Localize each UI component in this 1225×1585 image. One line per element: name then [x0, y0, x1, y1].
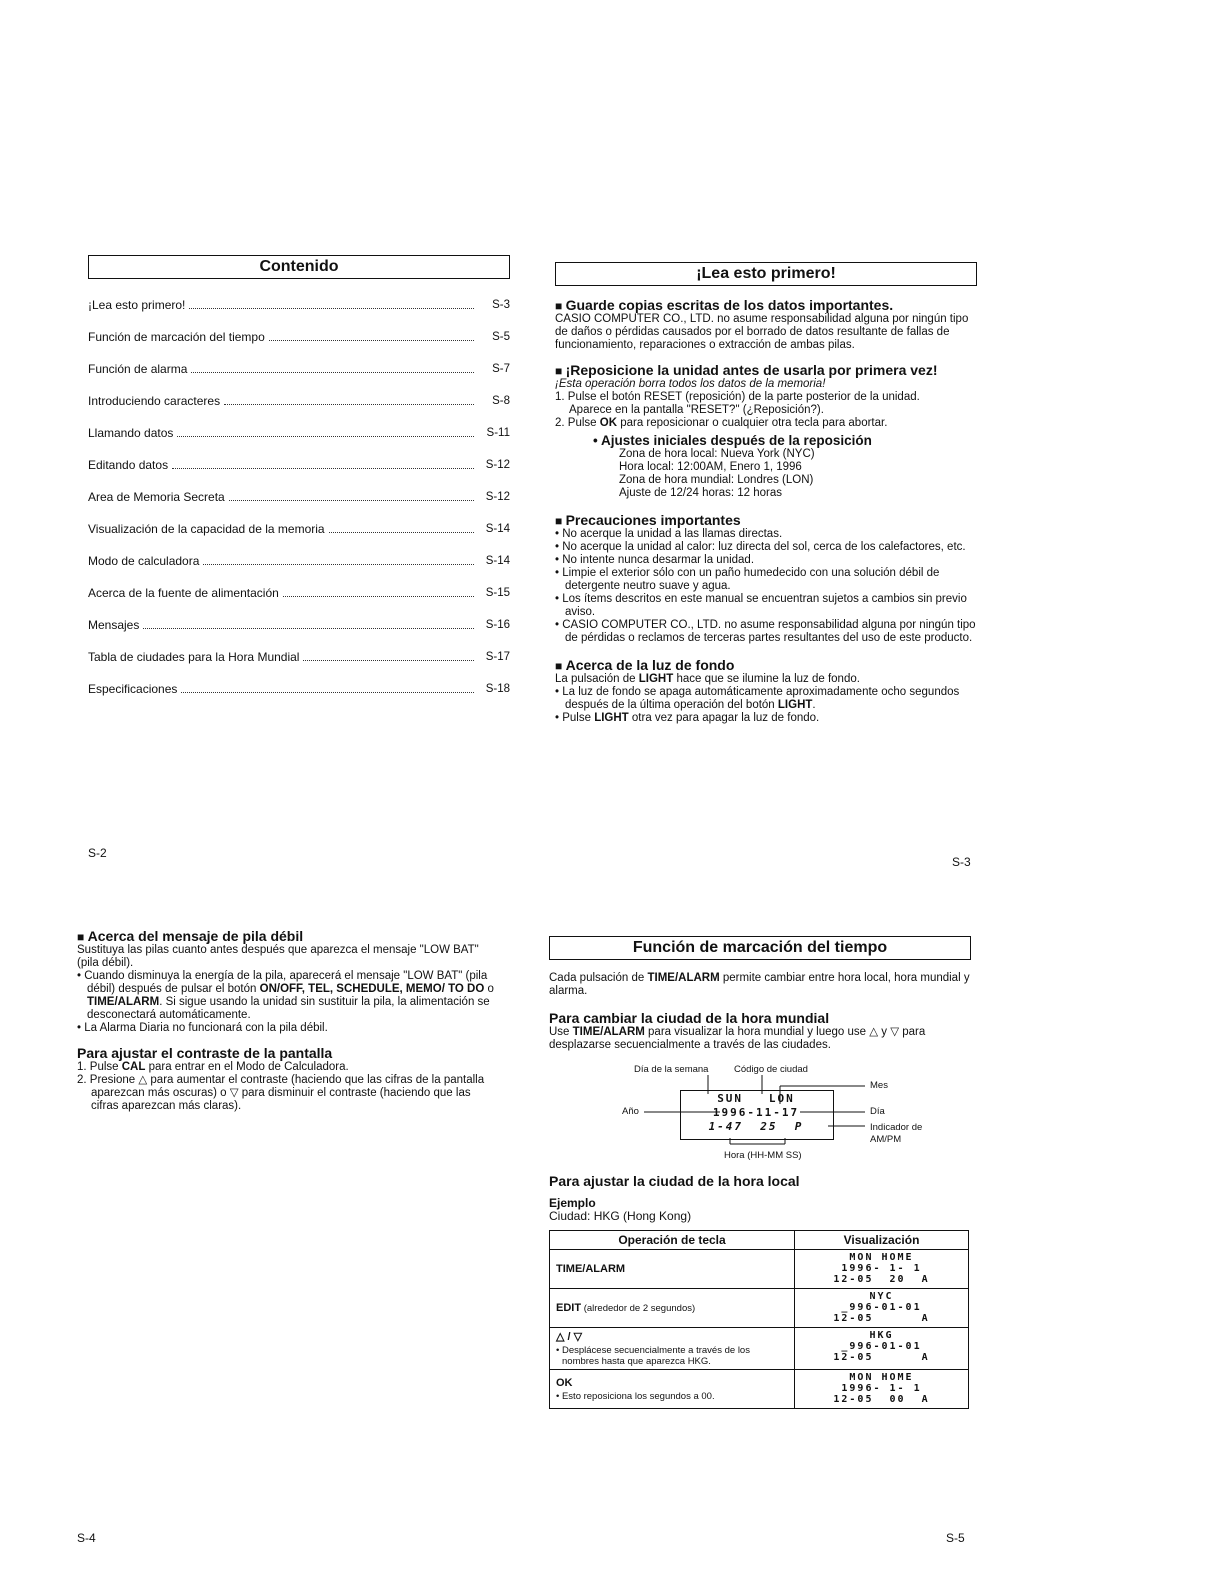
- toc-entry-page: S-12: [485, 491, 510, 503]
- list-item: • Pulse LIGHT otra vez para apagar la luz de fondo.: [555, 712, 977, 725]
- list-item: • Limpie el exterior sólo con un paño humedecido con una solución débil de detergente neutro suave y agua.: [555, 567, 977, 593]
- operation-cell: [550, 1289, 795, 1328]
- reset-step-1: 1. Pulse el botón RESET (reposición) de la parte posterior de la unidad.: [555, 391, 920, 403]
- diagram-leader-lines: [600, 1064, 960, 1164]
- list-item: 1. Pulse CAL para entrar en el Modo de Calculadora.: [77, 1061, 349, 1073]
- toc-entry-page: S-14: [485, 555, 510, 567]
- initial-setting: Zona de hora local: Nueva York (NYC): [619, 448, 815, 460]
- list-item: • La luz de fondo se apaga automáticamente aproximadamente ocho segundos después de la última operación del botón LIGHT.: [555, 686, 977, 712]
- toc-entry-page: S-18: [485, 683, 510, 695]
- toc-entry-label: Llamando datos: [88, 426, 174, 440]
- backlight-heading: ■ Acerca de la luz de fondo: [555, 657, 977, 673]
- list-item: • No acerque la unidad a las llamas directas.: [555, 528, 977, 541]
- toc-leader-dots: [269, 340, 474, 341]
- list-item: • Los ítems descritos en este manual se encuentran sujetos a cambios sin previo aviso.: [555, 593, 977, 619]
- toc-entry: [88, 440, 510, 472]
- toc-leader-dots: [229, 500, 474, 501]
- precautions-heading: ■ Precauciones importantes: [555, 512, 977, 528]
- page-number-s5: S-5: [946, 1531, 965, 1545]
- lcd-line-3: 1-47 25 P: [708, 1120, 804, 1133]
- lcd-readout: MON HOME 1996- 1- 1 12-05 00 A: [833, 1372, 930, 1405]
- toc-entry: [88, 632, 510, 664]
- operation-cell: [550, 1328, 795, 1370]
- month-label: Mes: [870, 1080, 888, 1091]
- key-name: EDIT: [556, 1302, 582, 1314]
- timekeeping-title: Función de marcación del tiempo: [549, 936, 971, 960]
- display-cell: [795, 1289, 969, 1328]
- toc-entry-label: Editando datos: [88, 458, 169, 472]
- backlight-text: La pulsación de LIGHT hace que se ilumine la luz de fondo.: [555, 673, 860, 685]
- key-note: (alrededor de 2 segundos): [581, 1303, 696, 1314]
- table-row: [550, 1370, 969, 1409]
- list-item: • No intente nunca desarmar la unidad.: [555, 554, 977, 567]
- table-row: [550, 1250, 969, 1289]
- world-city-heading: Para cambiar la ciudad de la hora mundial: [549, 1010, 830, 1026]
- lcd-line-2: 1996-11-17: [712, 1106, 800, 1119]
- table-header-display: Visualización: [795, 1231, 969, 1250]
- reset-step-2: 2. Pulse OK para reposicionar o cualquier otra tecla para abortar.: [555, 417, 888, 429]
- toc-entry: [88, 344, 510, 376]
- toc-leader-dots: [143, 628, 474, 629]
- toc-leader-dots: [283, 596, 474, 597]
- toc-entry-page: S-5: [492, 331, 510, 343]
- key-description: • Desplácese secuencialmente a través de los nombres hasta que aparezca HKG.: [556, 1345, 750, 1367]
- display-cell: [795, 1250, 969, 1289]
- time-format-label: Hora (HH-MM SS): [724, 1150, 802, 1161]
- toc-entry: [88, 536, 510, 568]
- table-row: [550, 1289, 969, 1328]
- local-city-heading: Para ajustar la ciudad de la hora local: [549, 1173, 800, 1189]
- read-first-section: [555, 297, 977, 725]
- table-row: [550, 1328, 969, 1370]
- precautions-list: [555, 528, 977, 645]
- toc-leader-dots: [177, 436, 474, 437]
- toc-entry: [88, 376, 510, 408]
- contrast-heading: Para ajustar el contraste de la pantalla: [77, 1045, 333, 1061]
- toc-entry-label: Acerca de la fuente de alimentación: [88, 586, 279, 600]
- toc-entry-label: ¡Lea esto primero!: [88, 298, 186, 312]
- toc-entry-label: Tabla de ciudades para la Hora Mundial: [88, 650, 300, 664]
- toc-entry: [88, 664, 510, 696]
- key-name: OK: [556, 1376, 573, 1389]
- backup-text: CASIO COMPUTER CO., LTD. no asume responsabilidad alguna por ningún tipo de daños o pérdidas causados por el borrado de datos resultante de fallas de funcionamiento, reparaciones o extracción de ambas pilas.: [555, 313, 969, 351]
- ampm-label-1: Indicador de: [870, 1122, 923, 1133]
- table-header-operation: Operación de tecla: [550, 1231, 795, 1250]
- lcd-line-1: SUN LON: [717, 1092, 795, 1105]
- toc-entry-page: S-11: [486, 427, 510, 439]
- year-label: Año: [622, 1106, 639, 1117]
- toc-leader-dots: [203, 564, 474, 565]
- contrast-steps: [77, 1061, 499, 1113]
- display-cell: [795, 1370, 969, 1409]
- key-description: • Esto reposiciona los segundos a 00.: [556, 1390, 715, 1402]
- toc-entry-label: Mensajes: [88, 618, 140, 632]
- toc-entry: [88, 504, 510, 536]
- day-of-week-label: Día de la semana: [634, 1064, 709, 1075]
- toc-entry-page: S-16: [485, 619, 510, 631]
- toc-entry: [88, 568, 510, 600]
- toc-leader-dots: [189, 308, 474, 309]
- lcd-readout: MON HOME 1996- 1- 1 12-05 20 A: [833, 1252, 930, 1285]
- toc-entry-label: Introduciendo caracteres: [88, 394, 221, 408]
- timekeeping-section: [549, 972, 971, 1052]
- toc-leader-dots: [224, 404, 474, 405]
- list-item: • La Alarma Diaria no funcionará con la pila débil.: [77, 1022, 499, 1035]
- toc-entry: [88, 312, 510, 344]
- lcd-readout: NYC _996-01-01 12-05 A: [833, 1291, 930, 1324]
- toc-entry-label: Especificaciones: [88, 682, 178, 696]
- example-label: Ejemplo: [549, 1196, 596, 1210]
- page-number-s2: S-2: [88, 846, 107, 860]
- toc-entry-page: S-8: [492, 395, 510, 407]
- display-cell: [795, 1328, 969, 1370]
- date-label: Día: [870, 1106, 885, 1117]
- operation-cell: [550, 1250, 795, 1289]
- toc-entry-label: Modo de calculadora: [88, 554, 200, 568]
- table-of-contents: [88, 280, 510, 696]
- list-item: 2. Presione △ para aumentar el contraste (haciendo que las cifras de la pantalla aparezcan más oscuras) o ▽ para disminuir el contraste (haciendo que las cifras aparezcan más claras).: [77, 1074, 485, 1112]
- battery-heading: ■ Acerca del mensaje de pila débil: [77, 928, 499, 944]
- reset-warning: ¡Esta operación borra todos los datos de la memoria!: [555, 378, 826, 390]
- toc-entry-page: S-12: [485, 459, 510, 471]
- key-operation-table: [549, 1230, 969, 1409]
- initial-settings-list: [555, 448, 977, 500]
- toc-entry: [88, 280, 510, 312]
- toc-entry-label: Función de marcación del tiempo: [88, 330, 265, 344]
- toc-entry-page: S-17: [485, 651, 510, 663]
- toc-leader-dots: [172, 468, 474, 469]
- toc-leader-dots: [303, 660, 474, 661]
- initial-setting: Zona de hora mundial: Londres (LON): [619, 474, 814, 486]
- toc-entry-page: S-7: [492, 363, 510, 375]
- toc-entry: [88, 600, 510, 632]
- toc-entry-page: S-15: [485, 587, 510, 599]
- initial-settings-heading: • Ajustes iniciales después de la reposición: [593, 433, 872, 448]
- initial-setting: Hora local: 12:00AM, Enero 1, 1996: [619, 461, 802, 473]
- battery-section: [77, 928, 499, 1113]
- toc-entry-page: S-14: [485, 523, 510, 535]
- list-item: • CASIO COMPUTER CO., LTD. no asume responsabilidad alguna por ningún tipo de pérdidas o reclamos de terceras partes resultantes del uso de este producto.: [555, 619, 977, 645]
- toc-leader-dots: [191, 372, 474, 373]
- world-city-text: Use TIME/ALARM para visualizar la hora mundial y luego use △ y ▽ para desplazarse secuencialmente a través de las ciudades.: [549, 1026, 926, 1051]
- toc-entry-label: Area de Memoria Secreta: [88, 490, 225, 504]
- toc-title: Contenido: [88, 255, 510, 279]
- initial-setting: Ajuste de 12/24 horas: 12 horas: [619, 487, 783, 499]
- lcd-readout: HKG _996-01-01 12-05 A: [833, 1330, 930, 1363]
- ampm-label-2: AM/PM: [870, 1134, 902, 1145]
- read-first-title: ¡Lea esto primero!: [555, 262, 977, 286]
- timekeeping-intro: Cada pulsación de TIME/ALARM permite cambiar entre hora local, hora mundial y alarma.: [549, 972, 970, 997]
- list-item: • Cuando disminuya la energía de la pila, aparecerá el mensaje "LOW BAT" (pila débil) después de pulsar el botón ON/OFF, TEL, SCHEDULE, MEMO/ TO DO o TIME/ALARM. Si sigue usando la unidad sin sustituir la pila, la alimentación se desconectará automáticamente.: [77, 970, 499, 1022]
- toc-entry: [88, 408, 510, 440]
- display-diagram: [600, 1064, 960, 1164]
- reset-heading: ■ ¡Reposicione la unidad antes de usarla por primera vez!: [555, 362, 977, 378]
- toc-leader-dots: [181, 692, 474, 693]
- toc-leader-dots: [329, 532, 474, 533]
- toc-entry-page: S-3: [492, 299, 510, 311]
- backup-heading: ■ Guarde copias escritas de los datos importantes.: [555, 297, 977, 313]
- reset-step-1-note: Aparece en la pantalla "RESET?" (¿Reposición?).: [569, 404, 824, 416]
- key-name: △ / ▽: [556, 1331, 583, 1343]
- page-number-s4: S-4: [77, 1531, 96, 1545]
- page-number-s3: S-3: [952, 855, 971, 869]
- battery-text: Sustituya las pilas cuanto antes después que aparezca el mensaje "LOW BAT" (pila débil).: [77, 944, 479, 969]
- backlight-list: [555, 686, 977, 725]
- key-name: TIME/ALARM: [556, 1263, 626, 1275]
- list-item: • No acerque la unidad al calor: luz directa del sol, cerca de los calefactores, etc.: [555, 541, 977, 554]
- toc-entry-label: Visualización de la capacidad de la memoria: [88, 522, 325, 536]
- local-city-section: [549, 1173, 971, 1223]
- operation-cell: [550, 1370, 795, 1409]
- city-code-label: Código de ciudad: [734, 1064, 808, 1075]
- example-city: Ciudad: HKG (Hong Kong): [549, 1209, 692, 1223]
- battery-list: [77, 970, 499, 1035]
- toc-entry: [88, 472, 510, 504]
- toc-entry-label: Función de alarma: [88, 362, 188, 376]
